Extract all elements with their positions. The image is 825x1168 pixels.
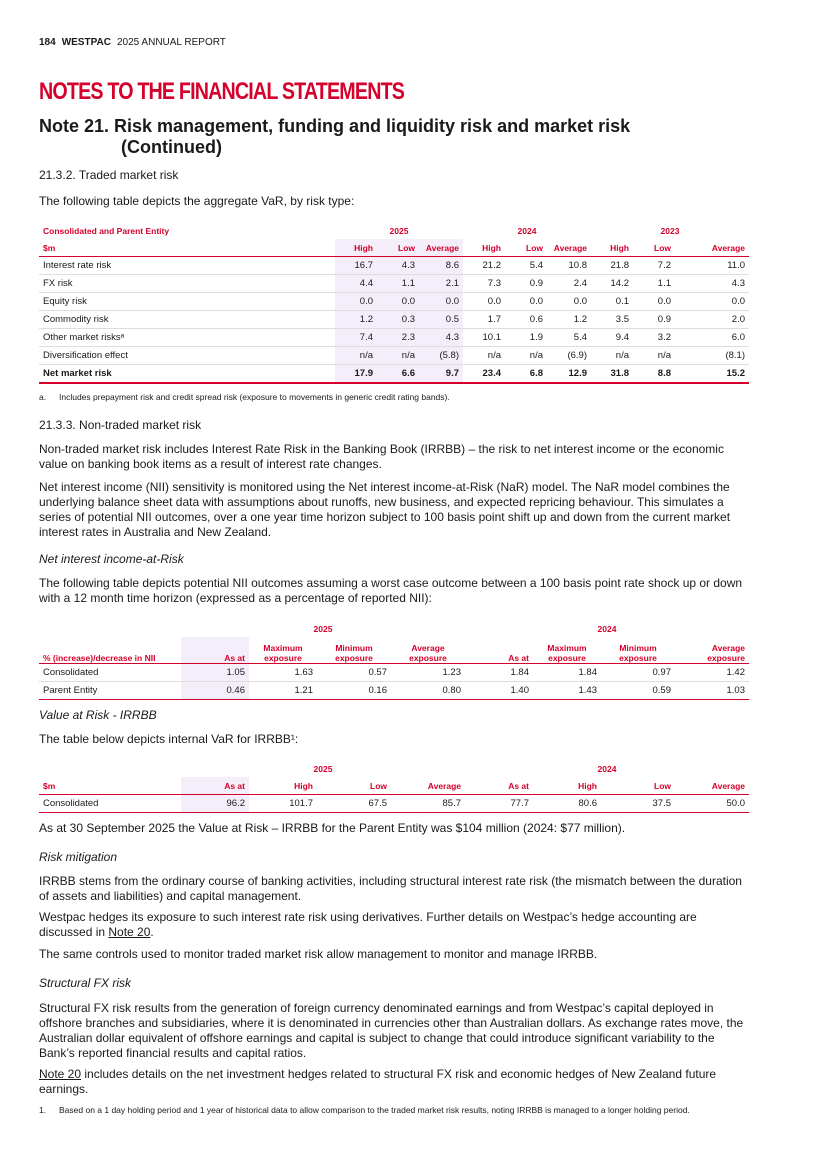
table-cell: 21.2	[463, 257, 505, 275]
table-cell: 16.7	[335, 257, 377, 275]
col-header: Average	[419, 239, 463, 257]
table-cell: n/a	[505, 347, 547, 365]
note-20-link[interactable]: Note 20	[108, 925, 151, 939]
table-cell: 0.80	[391, 681, 465, 699]
var-year-2023: 2023	[660, 225, 680, 236]
table-row	[39, 293, 749, 311]
table-cell: 1.7	[463, 311, 505, 329]
note-heading	[39, 116, 630, 158]
irrbb-unit-label: $m	[39, 777, 181, 795]
table-cell: 5.4	[547, 329, 591, 347]
table-cell: 1.2	[547, 311, 591, 329]
col-header: As at	[465, 777, 533, 795]
table-cell: 2.3	[377, 329, 419, 347]
footnote-mark: 1.	[39, 1105, 47, 1115]
table-cell: 4.3	[675, 275, 749, 293]
table-cell: 0.0	[463, 293, 505, 311]
var-year-2024: 2024	[517, 225, 537, 236]
note-20-link[interactable]: Note 20	[39, 1067, 82, 1081]
col-header: High	[335, 239, 377, 257]
table-cell: 10.8	[547, 257, 591, 275]
var-header-row	[39, 239, 749, 257]
table-cell: 0.16	[317, 681, 391, 699]
row-label: Other market risksᵃ	[39, 329, 335, 347]
traded-risk-intro: The following table depicts the aggregate VaR, by risk type:	[39, 194, 355, 208]
var-table	[39, 222, 749, 384]
table-cell: n/a	[633, 347, 675, 365]
table-cell: 85.7	[391, 795, 465, 813]
table-cell: 23.4	[463, 365, 505, 384]
table-cell: n/a	[335, 347, 377, 365]
table-row	[39, 663, 749, 681]
table-cell: (5.8)	[419, 347, 463, 365]
table-cell: 6.0	[675, 329, 749, 347]
table-cell: 15.2	[675, 365, 749, 384]
col-header: Maximum exposure	[533, 637, 601, 663]
nar-intro: The following table depicts potential NII outcomes assuming a worst case outcome between a 100 basis point rate shock up or down with a 12 month time horizon (expressed as a percentage of reported NII):	[39, 576, 743, 605]
structural-fx-p2	[39, 1067, 751, 1097]
col-header: Average	[675, 239, 749, 257]
structural-fx-heading: Structural FX risk	[39, 976, 132, 990]
nii-year-2024: 2024	[597, 623, 617, 634]
var-unit-label: $m	[39, 239, 335, 257]
table-cell: 1.43	[533, 681, 601, 699]
col-header: Average exposure	[391, 637, 465, 663]
var-year-2025: 2025	[389, 225, 409, 236]
table-cell: 0.1	[591, 293, 633, 311]
table-cell: 4.3	[419, 329, 463, 347]
row-label: Net market risk	[39, 365, 335, 384]
table-cell: 2.0	[675, 311, 749, 329]
table-cell: 3.5	[591, 311, 633, 329]
row-label: Diversification effect	[39, 347, 335, 365]
col-header: Average	[675, 777, 749, 795]
col-header: Minimum exposure	[317, 637, 391, 663]
structural-fx-p1: Structural FX risk results from the generation of foreign currency denominated earnings and from Westpac’s capital deployed in offshore branches and subsidiaries, where it is denominated in currencies other than Australian dollars. As exchange rates move, the Australian dollar equivalent of offshore earnings and capital is subject to change that could introduce significant variability to the Bank’s reported financial results and capital ratios.	[39, 1001, 744, 1060]
nii-header-row	[39, 637, 749, 663]
table-cell: 1.2	[335, 311, 377, 329]
table-cell: 0.0	[675, 293, 749, 311]
table-cell: 0.0	[505, 293, 547, 311]
table-cell: 37.5	[601, 795, 675, 813]
table-cell: 3.2	[633, 329, 675, 347]
table-cell: 6.6	[377, 365, 419, 384]
col-header: Low	[317, 777, 391, 795]
table-cell: 67.5	[317, 795, 391, 813]
table-row	[39, 347, 749, 365]
table-cell: 77.7	[465, 795, 533, 813]
var-entity-label: Consolidated and Parent Entity	[43, 225, 170, 236]
col-header: High	[463, 239, 505, 257]
col-header: Maximum exposure	[249, 637, 317, 663]
table-cell: 1.63	[249, 663, 317, 681]
col-header: As at	[181, 637, 249, 663]
table-cell: 5.4	[505, 257, 547, 275]
table-cell: 96.2	[181, 795, 249, 813]
non-traded-p2: Net interest income (NII) sensitivity is monitored using the Net interest income-at-Risk (NaR) model. The NaR model combines the underlying balance sheet data with assumptions about runoffs, new business, and expected repricing behaviour. This simulates a series of potential NII outcomes, over a one year time horizon subject to 100 basis point shift up and down from the current market interest rates in Australia and New Zealand.	[39, 480, 731, 539]
table-cell: 0.0	[633, 293, 675, 311]
table-row	[39, 257, 749, 275]
note-heading-line2: (Continued)	[121, 137, 222, 157]
row-label: Equity risk	[39, 293, 335, 311]
table-cell: 0.0	[547, 293, 591, 311]
table-cell: 1.1	[633, 275, 675, 293]
sfx-p2-text: includes details on the net investment hedges related to structural FX risk and economic hedges of New Zealand future earnings.	[39, 1067, 717, 1096]
table-cell: 11.0	[675, 257, 749, 275]
risk-mitigation-p2	[39, 910, 751, 940]
table-cell: 0.0	[377, 293, 419, 311]
section-title: NOTES TO THE FINANCIAL STATEMENTS	[39, 78, 405, 105]
table-cell: n/a	[591, 347, 633, 365]
col-header: Low	[601, 777, 675, 795]
col-header: As at	[465, 637, 533, 663]
table-cell: 1.42	[675, 663, 749, 681]
col-header: Average	[391, 777, 465, 795]
risk-mitigation-p1: IRRBB stems from the ordinary course of banking activities, including structural interest rate risk (the mismatch between the duration of assets and liabilities) and capital management.	[39, 874, 742, 903]
row-label: Interest rate risk	[39, 257, 335, 275]
page-number: 184	[39, 37, 56, 48]
page-header	[39, 37, 226, 48]
col-header: Minimum exposure	[601, 637, 675, 663]
table-cell: 0.97	[601, 663, 675, 681]
row-label: Consolidated	[39, 795, 181, 813]
col-header: Low	[505, 239, 547, 257]
table-cell: 6.8	[505, 365, 547, 384]
table-cell: 8.6	[419, 257, 463, 275]
col-header: As at	[181, 777, 249, 795]
col-header: Low	[377, 239, 419, 257]
footnote-mark: a.	[39, 392, 47, 402]
non-traded-p1: Non-traded market risk includes Interest Rate Risk in the Banking Book (IRRBB) – the risk to net interest income or the economic value on banking book items as a result of interest rate changes.	[39, 442, 724, 471]
table-cell: 0.5	[419, 311, 463, 329]
nii-table	[39, 620, 749, 700]
table-cell: 17.9	[335, 365, 377, 384]
irrbb-body	[39, 795, 749, 813]
report-name: 2025 ANNUAL REPORT	[116, 37, 226, 48]
table-cell: 0.6	[505, 311, 547, 329]
col-header: Average exposure	[675, 637, 749, 663]
table-cell: 4.4	[335, 275, 377, 293]
table-cell: (8.1)	[675, 347, 749, 365]
irrbb-year-2024: 2024	[597, 763, 617, 774]
rm-p2-end: .	[150, 925, 154, 939]
table-row	[39, 311, 749, 329]
table-cell: 0.9	[505, 275, 547, 293]
footnote-text: Based on a 1 day holding period and 1 year of historical data to allow comparison to the traded market risk results, noting IRRBB is managed to a longer holding period.	[59, 1105, 690, 1115]
table-cell: 10.1	[463, 329, 505, 347]
table-cell: 0.59	[601, 681, 675, 699]
table-row	[39, 275, 749, 293]
nii-year-2025: 2025	[313, 623, 333, 634]
nii-body	[39, 663, 749, 699]
col-header: High	[249, 777, 317, 795]
table-cell: 50.0	[675, 795, 749, 813]
table-cell: 1.05	[181, 663, 249, 681]
table-cell: n/a	[463, 347, 505, 365]
table-cell: 7.4	[335, 329, 377, 347]
non-traded-heading: 21.3.3. Non-traded market risk	[39, 418, 202, 432]
irrbb-header-row	[39, 777, 749, 795]
note-heading-line1: Note 21. Risk management, funding and liquidity risk and market risk	[39, 116, 631, 136]
table-cell: 31.8	[591, 365, 633, 384]
brand-name: WESTPAC	[61, 37, 111, 48]
col-header: Average	[547, 239, 591, 257]
table-cell: 1.84	[533, 663, 601, 681]
irrbb-table	[39, 760, 749, 813]
table-cell: 21.8	[591, 257, 633, 275]
table-cell: 0.3	[377, 311, 419, 329]
table-cell: 14.2	[591, 275, 633, 293]
footnote-a	[39, 392, 450, 403]
row-label: Consolidated	[39, 663, 181, 681]
col-header: High	[591, 239, 633, 257]
row-label: Parent Entity	[39, 681, 181, 699]
table-cell: 101.7	[249, 795, 317, 813]
var-irrbb-heading: Value at Risk - IRRBB	[39, 708, 157, 722]
irrbb-year-2025: 2025	[313, 763, 333, 774]
table-cell: 9.7	[419, 365, 463, 384]
row-label: Commodity risk	[39, 311, 335, 329]
table-cell: 2.1	[419, 275, 463, 293]
rm-p2-text: Westpac hedges its exposure to such interest rate risk using derivatives. Further details on Westpac’s hedge accounting are discussed in	[39, 910, 697, 939]
table-cell: 4.3	[377, 257, 419, 275]
table-cell: 9.4	[591, 329, 633, 347]
nii-label: % (increase)/decrease in NII	[39, 637, 181, 663]
table-cell: 1.84	[465, 663, 533, 681]
table-cell: 1.9	[505, 329, 547, 347]
table-cell: (6.9)	[547, 347, 591, 365]
var-irrbb-intro: The table below depicts internal VaR for IRRBB¹:	[39, 732, 299, 746]
risk-mitigation-p3: The same controls used to monitor traded market risk allow management to monitor and manage IRRBB.	[39, 947, 598, 961]
table-cell: 2.4	[547, 275, 591, 293]
footnote-text: Includes prepayment risk and credit spread risk (exposure to movements in generic credit rating bands).	[59, 392, 450, 402]
table-cell: 80.6	[533, 795, 601, 813]
table-cell: 1.40	[465, 681, 533, 699]
traded-risk-heading: 21.3.2. Traded market risk	[39, 168, 179, 182]
col-header: High	[533, 777, 601, 795]
table-cell: 0.57	[317, 663, 391, 681]
risk-mitigation-heading: Risk mitigation	[39, 850, 118, 864]
table-cell: 12.9	[547, 365, 591, 384]
table-cell: 8.8	[633, 365, 675, 384]
table-cell: 7.2	[633, 257, 675, 275]
table-cell: 0.9	[633, 311, 675, 329]
table-row	[39, 795, 749, 813]
row-label: FX risk	[39, 275, 335, 293]
footnote-1	[39, 1105, 749, 1116]
var-total-row	[39, 365, 749, 384]
table-cell: 1.1	[377, 275, 419, 293]
table-cell: 7.3	[463, 275, 505, 293]
nar-heading: Net interest income-at-Risk	[39, 552, 184, 566]
table-cell: n/a	[377, 347, 419, 365]
irrbb-parent-note: As at 30 September 2025 the Value at Risk – IRRBB for the Parent Entity was $104 million (2024: $77 million).	[39, 821, 626, 835]
table-cell: 0.0	[335, 293, 377, 311]
var-body	[39, 257, 749, 365]
table-cell: 1.21	[249, 681, 317, 699]
table-row	[39, 329, 749, 347]
col-header: Low	[633, 239, 675, 257]
table-cell: 1.23	[391, 663, 465, 681]
table-cell: 0.46	[181, 681, 249, 699]
table-cell: 0.0	[419, 293, 463, 311]
table-cell: 1.03	[675, 681, 749, 699]
table-row	[39, 681, 749, 699]
